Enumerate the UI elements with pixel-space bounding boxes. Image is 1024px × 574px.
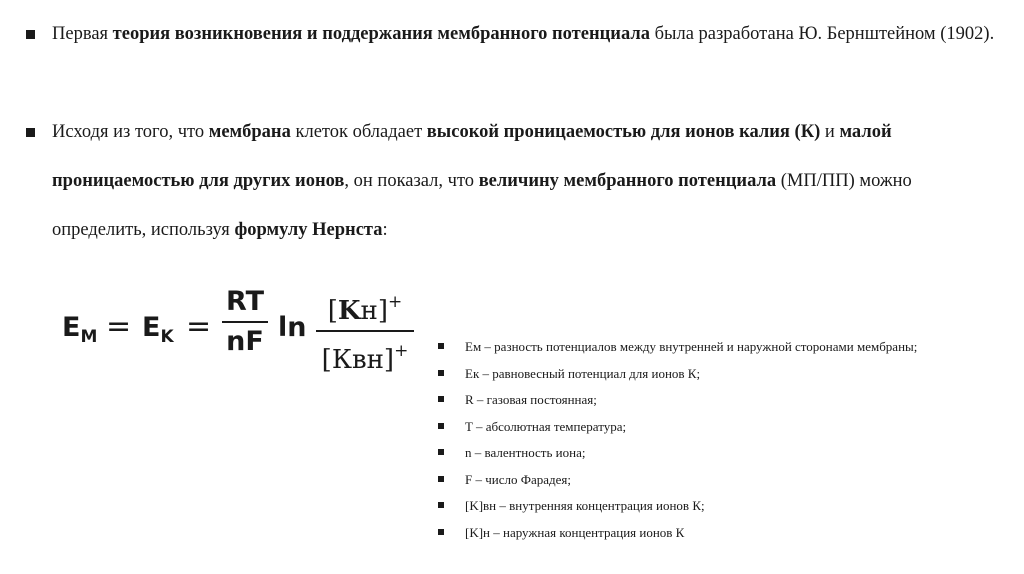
bullet-marker xyxy=(438,396,444,402)
list-item: T – абсолютная температура; xyxy=(438,414,917,441)
bullet-marker xyxy=(438,476,444,482)
formula-ek: $E_K$ xyxy=(142,312,174,347)
bullet-marker xyxy=(26,30,35,39)
formula-concentration-ratio: [Kн]+ [Квн]+ xyxy=(316,285,414,377)
list-item: [K]н – наружная концентрация ионов К xyxy=(438,520,917,547)
formula-rt-over-nf: RT nF xyxy=(222,285,268,359)
list-item: F – число Фарадея; xyxy=(438,467,917,494)
list-item: Eм – разность потенциалов между внутренней и наружной сторонами мембраны; xyxy=(438,334,917,361)
bullet-marker xyxy=(438,449,444,455)
bullet-marker xyxy=(438,529,444,535)
formula-ln: ln xyxy=(278,312,307,343)
bullet-marker xyxy=(438,343,444,349)
formula-em: $E_M$ xyxy=(62,312,98,347)
bullet-marker xyxy=(438,370,444,376)
formula-legend xyxy=(438,334,917,546)
bullet-marker xyxy=(26,128,35,137)
paragraph-bernstein-theory: Первая теория возникновения и поддержания мембранного потенциала была разработана Ю. Бернштейном (1902). xyxy=(52,24,995,44)
formula-equals: = xyxy=(186,309,212,344)
list-item: Eк – равновесный потенциал для ионов К; xyxy=(438,361,917,388)
list-item: [K]вн – внутренняя концентрация ионов К; xyxy=(438,493,917,520)
bullet-marker xyxy=(438,423,444,429)
paragraph-nernst-intro: Исходя из того, что мембрана клеток обладает высокой проницаемостью для ионов калия (К) и малой проницаемостью для других ионов, он показал, что величину мембранного потенциала (МП/ПП) можно определить, используя формулу Нернста: xyxy=(52,122,912,240)
formula-equals: = xyxy=(106,309,132,344)
list-item: R – газовая постоянная; xyxy=(438,387,917,414)
bullet-marker xyxy=(438,502,444,508)
list-item: n – валентность иона; xyxy=(438,440,917,467)
